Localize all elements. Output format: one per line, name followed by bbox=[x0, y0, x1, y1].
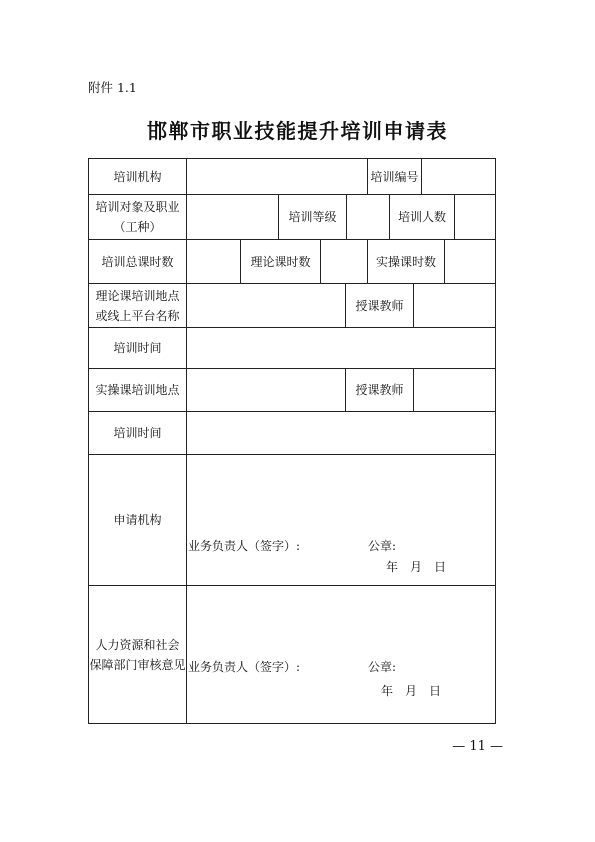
applicant-person-signature: 业务负责人（签字）: bbox=[188, 539, 301, 553]
theory-teacher-field[interactable] bbox=[413, 283, 496, 328]
applicant-signature-area[interactable] bbox=[186, 454, 496, 586]
total-hours-label: 培训总课时数 bbox=[88, 239, 187, 284]
applicant-seal: 公章: bbox=[368, 539, 397, 553]
theory-time-field[interactable] bbox=[186, 327, 496, 369]
theory-place-field[interactable] bbox=[186, 283, 346, 328]
theory-place-label-line2: 或线上平台名称 bbox=[95, 308, 180, 323]
theory-hours-field[interactable] bbox=[320, 239, 368, 284]
training-org-label: 培训机构 bbox=[88, 158, 187, 195]
practice-hours-field[interactable] bbox=[444, 239, 496, 284]
people-field[interactable] bbox=[454, 194, 496, 240]
target-occupation-field[interactable] bbox=[186, 194, 279, 240]
level-label: 培训等级 bbox=[278, 194, 347, 240]
practice-teacher-label: 授课教师 bbox=[345, 368, 414, 412]
applicant-org-label: 申请机构 bbox=[88, 454, 187, 586]
theory-hours-label: 理论课时数 bbox=[240, 239, 321, 284]
target-label-line2: （工种） bbox=[113, 220, 162, 234]
hr-dept-label bbox=[88, 585, 187, 724]
practice-teacher-field[interactable] bbox=[413, 368, 496, 412]
theory-time-label: 培训时间 bbox=[88, 327, 187, 369]
hr-signature-area[interactable] bbox=[186, 585, 496, 724]
hr-label-line2: 保障部门审核意见 bbox=[89, 657, 186, 672]
page-title: 邯郸市职业技能提升培训申请表 bbox=[147, 119, 448, 143]
applicant-date: 年 月 日 bbox=[386, 560, 447, 574]
hr-seal: 公章: bbox=[368, 660, 397, 674]
practice-place-label: 实操课培训地点 bbox=[88, 368, 187, 412]
practice-place-field[interactable] bbox=[186, 368, 346, 412]
theory-place-label bbox=[88, 283, 187, 328]
theory-teacher-label: 授课教师 bbox=[345, 283, 414, 328]
level-field[interactable] bbox=[346, 194, 390, 240]
practice-time-label: 培训时间 bbox=[88, 411, 187, 455]
total-hours-field[interactable] bbox=[186, 239, 241, 284]
target-occupation-label bbox=[88, 194, 187, 240]
practice-hours-label: 实操课时数 bbox=[367, 239, 445, 284]
people-label: 培训人数 bbox=[389, 194, 455, 240]
training-no-field[interactable] bbox=[421, 158, 496, 195]
training-org-field[interactable] bbox=[186, 158, 368, 195]
training-no-label: 培训编号 bbox=[367, 158, 422, 195]
hr-person-signature: 业务负责人（签字）: bbox=[188, 660, 301, 674]
practice-time-field[interactable] bbox=[186, 411, 496, 455]
attachment-label: 附件 1.1 bbox=[88, 80, 137, 95]
theory-place-label-line1: 理论课培训地点 bbox=[95, 288, 180, 303]
hr-date: 年 月 日 bbox=[381, 684, 442, 698]
page-number: — 11 — bbox=[452, 739, 503, 754]
target-label-line1: 培训对象及职业 bbox=[95, 200, 180, 214]
hr-label-line1: 人力资源和社会 bbox=[95, 637, 180, 652]
